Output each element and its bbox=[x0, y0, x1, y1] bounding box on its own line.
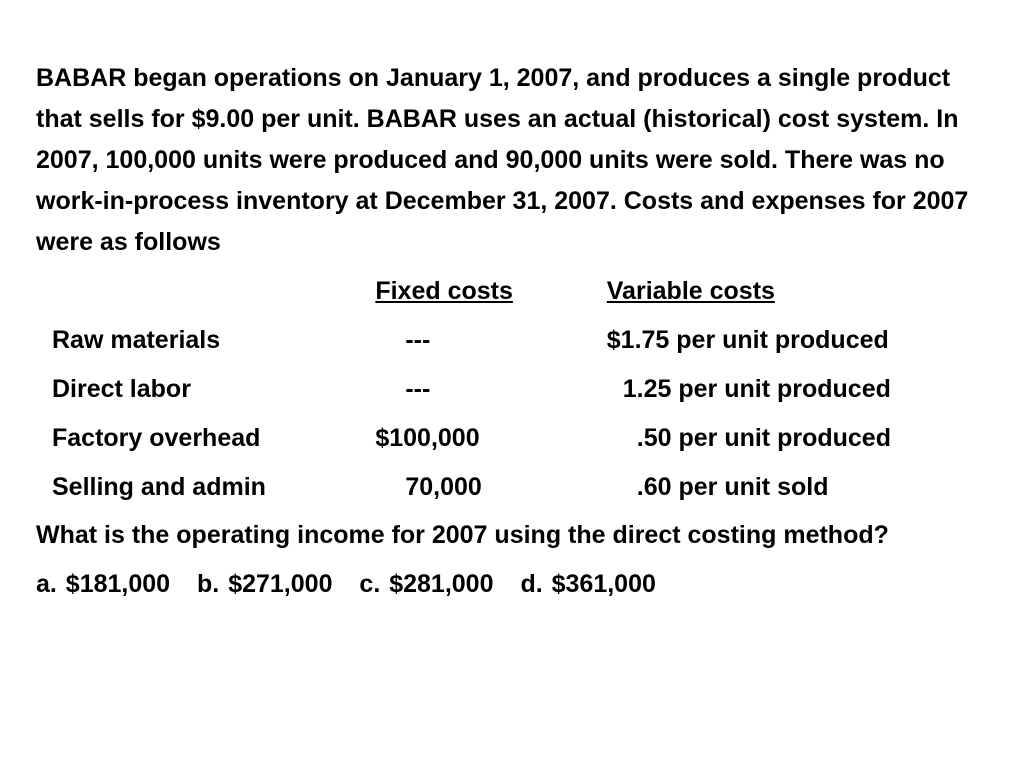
table-row bbox=[36, 414, 996, 463]
cost-table bbox=[36, 267, 996, 512]
option-c: c. $281,000 bbox=[359, 570, 494, 598]
cost-table-header-row bbox=[36, 267, 996, 316]
row-variable-cost: $1.75 per unit produced bbox=[606, 326, 889, 354]
option-a: a. $181,000 bbox=[36, 570, 171, 598]
row-fixed-cost: 70,000 bbox=[405, 473, 482, 501]
row-label: Raw materials bbox=[52, 326, 221, 354]
row-variable-cost: 1.25 per unit produced bbox=[622, 375, 891, 403]
table-row bbox=[36, 316, 996, 365]
fixed-costs-header: Fixed costs bbox=[375, 277, 513, 305]
answer-options bbox=[36, 564, 996, 605]
header-blank bbox=[36, 267, 375, 316]
slide-content bbox=[36, 58, 996, 605]
table-row bbox=[36, 463, 996, 512]
table-row bbox=[36, 365, 996, 414]
row-variable-cost: .60 per unit sold bbox=[636, 473, 829, 501]
option-b: b. $271,000 bbox=[197, 570, 333, 598]
row-fixed-cost: $100,000 bbox=[375, 424, 480, 452]
variable-costs-header: Variable costs bbox=[606, 277, 775, 305]
row-variable-cost: .50 per unit produced bbox=[636, 424, 891, 452]
row-fixed-cost: --- bbox=[405, 326, 431, 354]
row-label: Selling and admin bbox=[52, 473, 266, 501]
option-d: d. $361,000 bbox=[520, 570, 656, 598]
question-text: What is the operating income for 2007 using the direct costing method? bbox=[36, 521, 889, 549]
row-label: Direct labor bbox=[52, 375, 191, 403]
row-fixed-cost: --- bbox=[405, 375, 431, 403]
row-label: Factory overhead bbox=[52, 424, 261, 452]
intro-paragraph: BABAR began operations on January 1, 2007, and produces a single product that sells for $9.00 per unit. BABAR uses an actual (historical) cost system. In 2007, 100,000 units were produced and 90,000 units were sold. There was no work-in-process inventory at December 31, 2007. Costs and expenses for 2007 were as follows bbox=[36, 64, 969, 256]
